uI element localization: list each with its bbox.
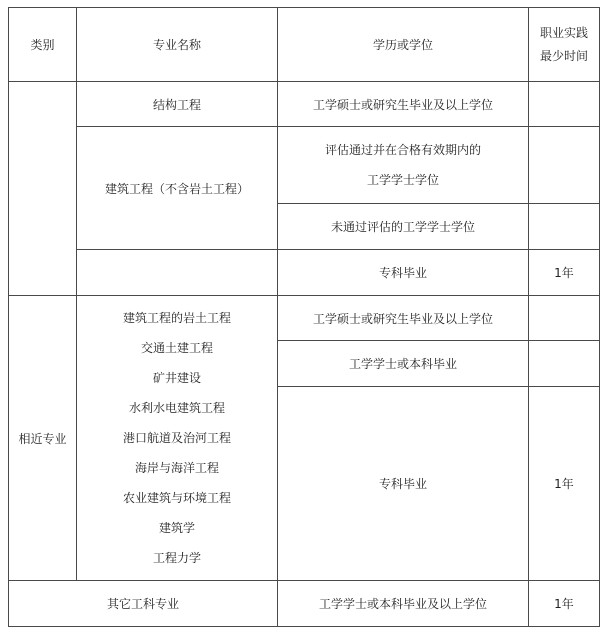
table-border-right xyxy=(599,7,600,627)
degree-other xyxy=(278,581,528,626)
degree-junior xyxy=(278,250,528,295)
degree-architecture-assessed xyxy=(278,127,528,203)
list-item: 交通土建工程 xyxy=(140,341,213,355)
degree-related-master xyxy=(278,296,528,340)
header-degree xyxy=(278,8,528,81)
category-related xyxy=(9,296,76,580)
table-border-bottom xyxy=(8,626,600,627)
header-category-label: 类别 xyxy=(30,38,55,52)
list-item: 矿井建设 xyxy=(152,371,201,385)
degree-related-junior-label: 专科毕业 xyxy=(378,477,427,491)
list-item: 水利水电建筑工程 xyxy=(128,401,225,415)
degree-related-junior xyxy=(278,387,528,580)
degree-related-master-label: 工学硕士或研究生毕业及以上学位 xyxy=(312,311,493,326)
header-major-label: 专业名称 xyxy=(152,38,201,52)
degree-architecture-unassessed xyxy=(278,204,528,249)
practice-junior xyxy=(529,250,599,295)
major-other-label: 其它工科专业 xyxy=(106,597,179,611)
degree-other-label: 工学学士或本科毕业及以上学位 xyxy=(318,597,487,611)
header-practice xyxy=(529,8,599,81)
practice-junior-label: 1年 xyxy=(554,266,574,280)
header-degree-label: 学历或学位 xyxy=(372,38,433,52)
category-related-label: 相近专业 xyxy=(18,431,67,446)
degree-architecture-assessed-line-2: 工学学士学位 xyxy=(366,173,439,187)
list-item: 建筑学 xyxy=(158,521,195,535)
practice-other-label: 1年 xyxy=(554,597,574,611)
related-majors-list xyxy=(77,296,277,580)
degree-related-bachelor xyxy=(278,341,528,386)
practice-related-junior xyxy=(529,387,599,580)
degree-structural-label: 工学硕士或研究生毕业及以上学位 xyxy=(312,97,493,112)
practice-other xyxy=(529,581,599,626)
list-item: 建筑工程的岩土工程 xyxy=(122,311,231,325)
list-item: 农业建筑与环境工程 xyxy=(122,491,231,505)
degree-structural xyxy=(278,82,528,126)
major-structural-label: 结构工程 xyxy=(152,97,201,112)
major-architecture-label: 建筑工程（不含岩土工程） xyxy=(104,181,249,196)
list-item: 海岸与海洋工程 xyxy=(134,461,219,475)
major-other xyxy=(9,581,277,626)
header-practice-line-2: 最少时间 xyxy=(539,48,588,63)
header-practice-line-1: 职业实践 xyxy=(539,25,588,40)
degree-architecture-assessed-line-1: 评估通过并在合格有效期内的 xyxy=(324,143,481,157)
major-architecture xyxy=(77,127,277,249)
degree-related-bachelor-label: 工学学士或本科毕业 xyxy=(348,357,457,371)
list-item: 工程力学 xyxy=(152,551,201,565)
degree-architecture-unassessed-label: 未通过评估的工学学士学位 xyxy=(330,220,475,234)
list-item: 港口航道及治河工程 xyxy=(122,431,231,445)
practice-related-junior-label: 1年 xyxy=(554,477,574,491)
header-major xyxy=(77,8,277,81)
degree-junior-label: 专科毕业 xyxy=(378,266,427,280)
major-structural xyxy=(77,82,277,126)
header-category xyxy=(9,8,76,81)
